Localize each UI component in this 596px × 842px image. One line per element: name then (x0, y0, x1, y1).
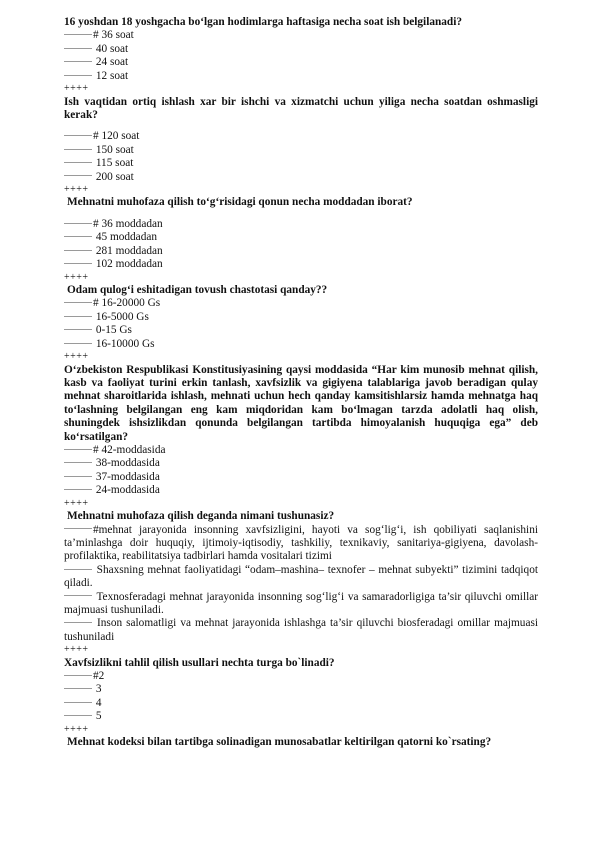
option-6-b: Shaxsning mehnat faoliyatidagi “odam–mashina– texnofer – mehnat subyekti” tizimini tadqiqot qiladi. (64, 563, 538, 590)
question-6: Mehnatni muhofaza qilish deganda nimani tushunasiz? (67, 510, 335, 523)
option-5-b: 38-moddasida (64, 457, 538, 470)
question-4-options (64, 297, 538, 351)
option-1-d: 12 soat (64, 70, 538, 83)
answer-dash-icon (64, 302, 92, 303)
option-7-c: 4 (64, 697, 538, 710)
option-3-b: 45 moddadan (64, 231, 538, 244)
option-3-a: # 36 moddadan (64, 218, 538, 231)
question-7-options (64, 670, 538, 724)
question-3: Mehnatni muhofaza qilish to‘g‘risidagi qonun necha moddadan iborat? (67, 196, 413, 209)
question-3-options (64, 218, 538, 272)
option-7-b: 3 (64, 683, 538, 696)
separator: ++++ (64, 271, 89, 283)
answer-dash-icon (64, 569, 92, 570)
answer-dash-icon (64, 135, 92, 136)
separator: ++++ (64, 497, 89, 509)
answer-dash-icon (64, 175, 92, 176)
option-4-b: 16-5000 Gs (64, 311, 538, 324)
option-5-a: # 42-moddasida (64, 444, 538, 457)
answer-dash-icon (64, 489, 92, 490)
answer-dash-icon (64, 528, 92, 529)
separator: ++++ (64, 644, 89, 656)
answer-dash-icon (64, 316, 92, 317)
document-body (64, 16, 538, 750)
separator: ++++ (64, 723, 89, 735)
option-2-c: 115 soat (64, 157, 538, 170)
option-4-c: 0-15 Gs (64, 324, 538, 337)
option-7-d: 5 (64, 710, 538, 723)
question-7: Xavfsizlikni tahlil qilish usullari nechta turga bo`linadi? (64, 656, 335, 669)
question-2-options (64, 130, 538, 184)
answer-dash-icon (64, 675, 92, 676)
answer-dash-icon (64, 343, 92, 344)
question-5: O‘zbekiston Respublikasi Konstitusiyasining qaysi moddasida “Har kim munosib mehnat qilish, kasb va faoliyat turini erkin tanlash, xavfsizlik va gigiyena talablariga javob beradigan qulay mehnat sharoitlarida ishlash, mehnati uchun hech qanday kamsitishlarsiz hamda mehnatga haq to‘lashning belgilangan eng kam miqdoridan kam bo‘lmagan tarzda adolatli haq olish, shuningdek ishsizlikdan qonunda belgilangan tartibda himoyalanish huquqiga ega” deb ko‘rsatilgan? (64, 363, 538, 443)
option-5-d: 24-moddasida (64, 484, 538, 497)
separator: ++++ (64, 351, 89, 363)
answer-dash-icon (64, 236, 92, 237)
answer-dash-icon (64, 702, 92, 703)
option-7-a: #2 (64, 670, 538, 683)
answer-dash-icon (64, 715, 92, 716)
answer-dash-icon (64, 223, 92, 224)
option-6-d: Inson salomatligi va mehnat jarayonida ishlashga ta’sir qiluvchi biosferadagi omillar majmuasi tushuniladi (64, 617, 538, 643)
option-4-d: 16-10000 Gs (64, 338, 538, 351)
answer-dash-icon (64, 48, 92, 49)
answer-dash-icon (64, 263, 92, 264)
separator: ++++ (64, 183, 89, 195)
option-6-c: Texnosferadagi mehnat jarayonida insonning sog‘lig‘i va samaradorligiga ta’sir qiluvchi omillar majmuasi tushuniladi. (64, 590, 538, 616)
separator: ++++ (64, 83, 89, 95)
option-1-b: 40 soat (64, 43, 538, 56)
question-2: Ish vaqtidan ortiq ishlash xar bir ishchi va xizmatchi uchun yiliga necha soatdan oshmasligi kerak? (64, 95, 538, 121)
answer-dash-icon (64, 61, 92, 62)
question-8: Mehnat kodeksi bilan tartibga solinadigan munosabatlar keltirilgan qatorni ko`rsating? (67, 736, 492, 749)
option-6-a: #mehnat jarayonida insonning xavfsizligini, hayoti va sog‘lig‘i, ish qobiliyati saqlanishini ta’minlashga doir huquqiy, ijtimoiy-iqtisodiy, tashkiliy, texnikaviy, sanitariya-gigiyena, davolash-profilaktika, reabilitatsiya tadbirlari hamda vositalari tizimi (64, 523, 538, 563)
answer-dash-icon (64, 34, 92, 35)
question-5-options (64, 444, 538, 498)
answer-dash-icon (64, 688, 92, 689)
option-2-b: 150 soat (64, 144, 538, 157)
option-2-d: 200 soat (64, 171, 538, 184)
option-1-c: 24 soat (64, 56, 538, 69)
answer-dash-icon (64, 476, 92, 477)
answer-dash-icon (64, 622, 92, 623)
option-5-c: 37-moddasida (64, 471, 538, 484)
option-1-a: # 36 soat (64, 29, 538, 42)
question-4: Odam qulog‘i eshitadigan tovush chastotasi qanday?? (67, 284, 328, 296)
option-4-a: # 16-20000 Gs (64, 297, 538, 310)
answer-dash-icon (64, 462, 92, 463)
question-6-options (64, 524, 538, 645)
answer-dash-icon (64, 75, 92, 76)
answer-dash-icon (64, 449, 92, 450)
answer-dash-icon (64, 149, 92, 150)
option-3-c: 281 moddadan (64, 245, 538, 258)
answer-dash-icon (64, 162, 92, 163)
option-2-a: # 120 soat (64, 130, 538, 143)
answer-dash-icon (64, 595, 92, 596)
answer-dash-icon (64, 329, 92, 330)
option-3-d: 102 moddadan (64, 258, 538, 271)
question-1: 16 yoshdan 18 yoshgacha bo‘lgan hodimlarga haftasiga necha soat ish belgilanadi? (64, 16, 462, 28)
answer-dash-icon (64, 250, 92, 251)
question-1-options (64, 29, 538, 83)
